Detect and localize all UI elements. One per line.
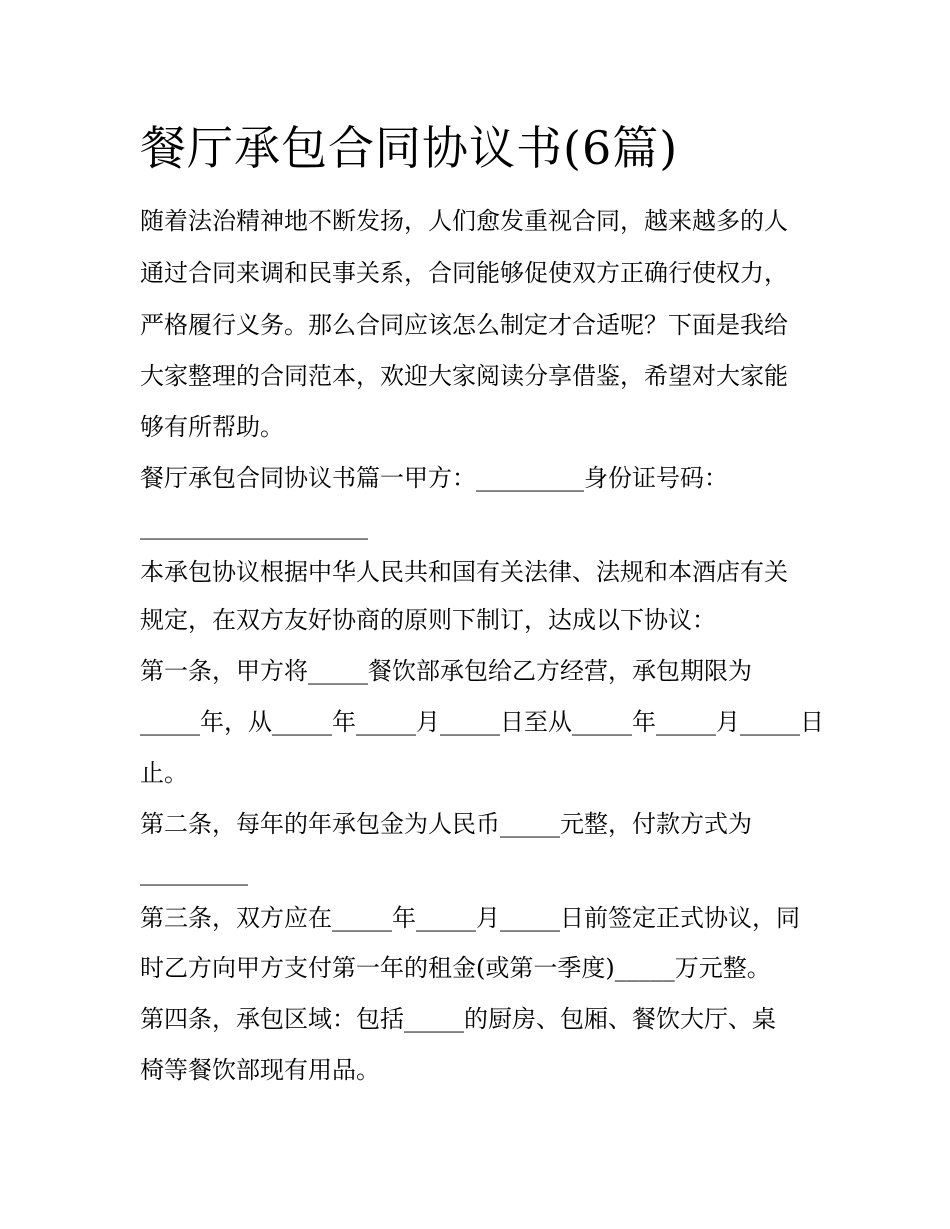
id-number-blank: ___________________ bbox=[140, 512, 368, 540]
article-1-line-1: 第一条，甲方将_____餐饮部承包给乙方经营，承包期限为 bbox=[140, 657, 752, 685]
article-1-line-3: 止。 bbox=[140, 759, 188, 787]
intro-line-4: 大家整理的合同范本，欢迎大家阅读分享借鉴，希望对大家能 bbox=[140, 362, 788, 390]
preamble-line-2: 规定，在双方友好协商的原则下制订，达成以下协议： bbox=[140, 606, 716, 634]
article-3-line-2: 时乙方向甲方支付第一年的租金(或第一季度)_____万元整。 bbox=[140, 954, 771, 982]
contract-header-line: 餐厅承包合同协议书篇一甲方：_________身份证号码： bbox=[140, 464, 728, 492]
article-1-line-2: _____年，从_____年_____月_____日至从_____年_____月_____日 bbox=[140, 708, 824, 736]
intro-line-3: 严格履行义务。那么合同应该怎么制定才合适呢？下面是我给 bbox=[140, 311, 788, 339]
article-4-line-1: 第四条，承包区域：包括_____的厨房、包厢、餐饮大厅、桌 bbox=[140, 1005, 776, 1033]
article-2-line-1: 第二条，每年的年承包金为人民币_____元整，付款方式为 bbox=[140, 810, 752, 838]
article-3-line-1: 第三条，双方应在_____年_____月_____日前签定正式协议，同 bbox=[140, 904, 800, 932]
intro-line-1: 随着法治精神地不断发扬，人们愈发重视合同，越来越多的人 bbox=[140, 207, 788, 235]
intro-line-2: 通过合同来调和民事关系，合同能够促使双方正确行使权力， bbox=[140, 259, 788, 287]
preamble-line-1: 本承包协议根据中华人民共和国有关法律、法规和本酒店有关 bbox=[140, 558, 788, 586]
document-title: 餐厅承包合同协议书(6篇) bbox=[140, 121, 679, 175]
article-2-line-2: _________ bbox=[140, 858, 248, 886]
article-4-line-2: 椅等餐饮部现有用品。 bbox=[140, 1056, 380, 1084]
intro-line-5: 够有所帮助。 bbox=[140, 413, 284, 441]
